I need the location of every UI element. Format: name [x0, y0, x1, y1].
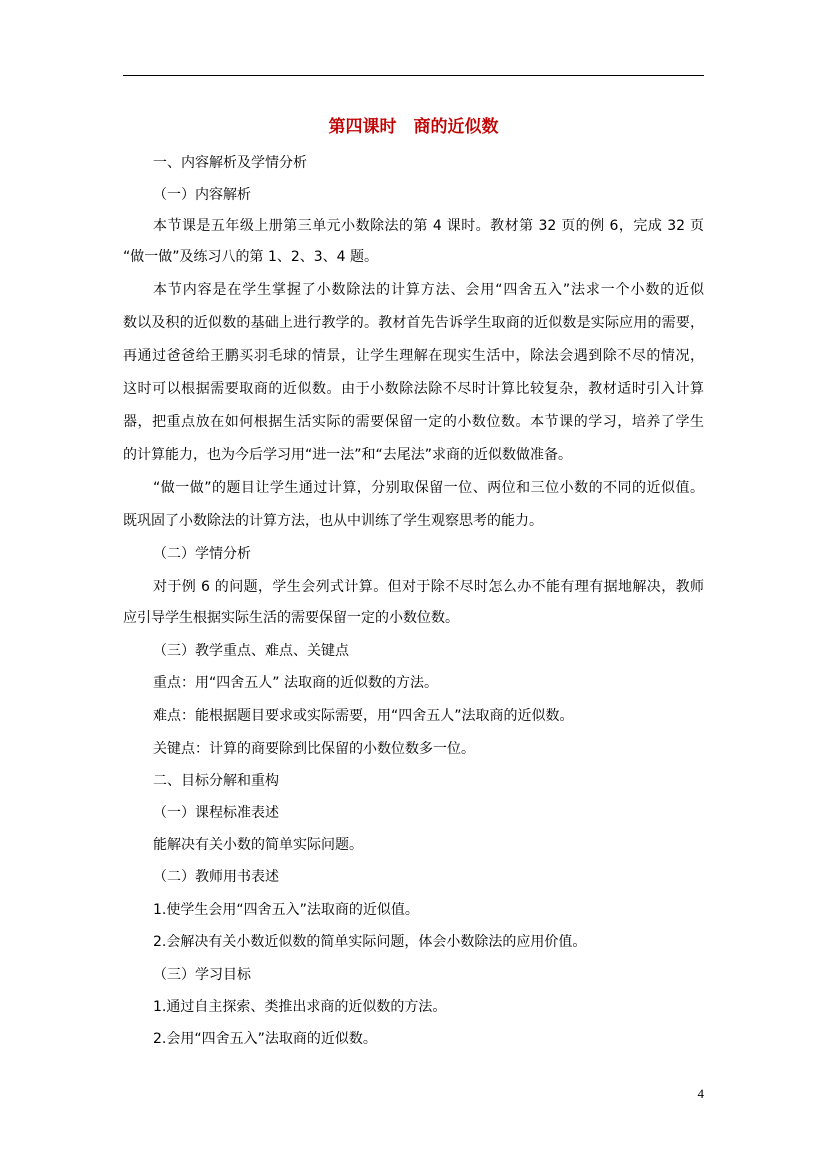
paragraph-line: 再通过爸爸给王鹏买羽毛球的情景，让学生理解在现实生活中，除法会遇到除不尽的情况，	[123, 348, 704, 364]
subsection-heading-learning-goals: （三）学习目标	[153, 967, 251, 983]
paragraph-line: 这时可以根据需要取商的近似数。由于小数除法除不尽时计算比较复杂，教材适时引入计算	[123, 381, 704, 397]
paragraph-line: 能解决有关小数的简单实际问题。	[153, 837, 363, 853]
paragraph-line: 的计算能力，也为今后学习用“进一法”和“去尾法”求商的近似数做准备。	[123, 447, 573, 463]
header-rule	[123, 75, 704, 76]
list-item: 2.会解决有关小数近似数的简单实际问题，体会小数除法的应用价值。	[153, 934, 587, 950]
paragraph-line: “做一做”的题目让学生通过计算，分别取保留一位、两位和三位小数的不同的近似值。	[153, 480, 704, 496]
critical-point-line: 关键点：计算的商要除到比保留的小数位数多一位。	[153, 741, 475, 757]
key-point-line: 重点：用“四舍五人” 法取商的近似数的方法。	[153, 675, 438, 691]
paragraph-line: 本节课是五年级上册第三单元小数除法的第 4 课时。教材第 32 页的例 6，完成 32 页	[153, 218, 704, 234]
paragraph-line: 应引导学生根据实际生活的需要保留一定的小数位数。	[123, 610, 459, 626]
subsection-heading-learner-analysis: （二）学情分析	[153, 546, 251, 562]
list-item: 2.会用“四舍五入”法取商的近似数。	[153, 1031, 377, 1047]
subsection-heading-curriculum-standard: （一）课程标准表述	[153, 805, 279, 821]
page-number: 4	[697, 1086, 704, 1101]
paragraph-line: 对于例 6 的问题，学生会列式计算。但对于除不尽时怎么办不能有理有据地解决，教师	[153, 579, 704, 595]
section-heading-2: 二、目标分解和重构	[153, 773, 279, 789]
subsection-heading-content-analysis: （一）内容解析	[153, 187, 251, 203]
paragraph-line: 器，把重点放在如何根据生活实际的需要保留一定的小数位数。本节课的学习，培养了学生	[123, 414, 704, 430]
paragraph-line: 本节内容是在学生掌握了小数除法的计算方法、会用“四舍五入”法求一个小数的近似	[153, 282, 704, 298]
section-heading-1: 一、内容解析及学情分析	[153, 155, 307, 171]
subsection-heading-key-points: （三）教学重点、难点、关键点	[153, 643, 349, 659]
list-item: 1.通过自主探索、类推出求商的近似数的方法。	[153, 999, 447, 1015]
difficulty-line: 难点：能根据题目要求或实际需要，用“四舍五人”法取商的近似数。	[153, 708, 574, 724]
list-item: 1.使学生会用“四舍五入”法取商的近似值。	[153, 902, 419, 918]
subsection-heading-teacher-book: （二）教师用书表述	[153, 869, 279, 885]
paragraph-line: 既巩固了小数除法的计算方法，也从中训练了学生观察思考的能力。	[123, 513, 543, 529]
paragraph-line: “做一做”及练习八的第 1、2、3、4 题。	[123, 249, 379, 265]
page-title: 第四课时 商的近似数	[328, 117, 499, 137]
paragraph-line: 数以及积的近似数的基础上进行教学的。教材首先告诉学生取商的近似数是实际应用的需要，	[123, 315, 704, 331]
